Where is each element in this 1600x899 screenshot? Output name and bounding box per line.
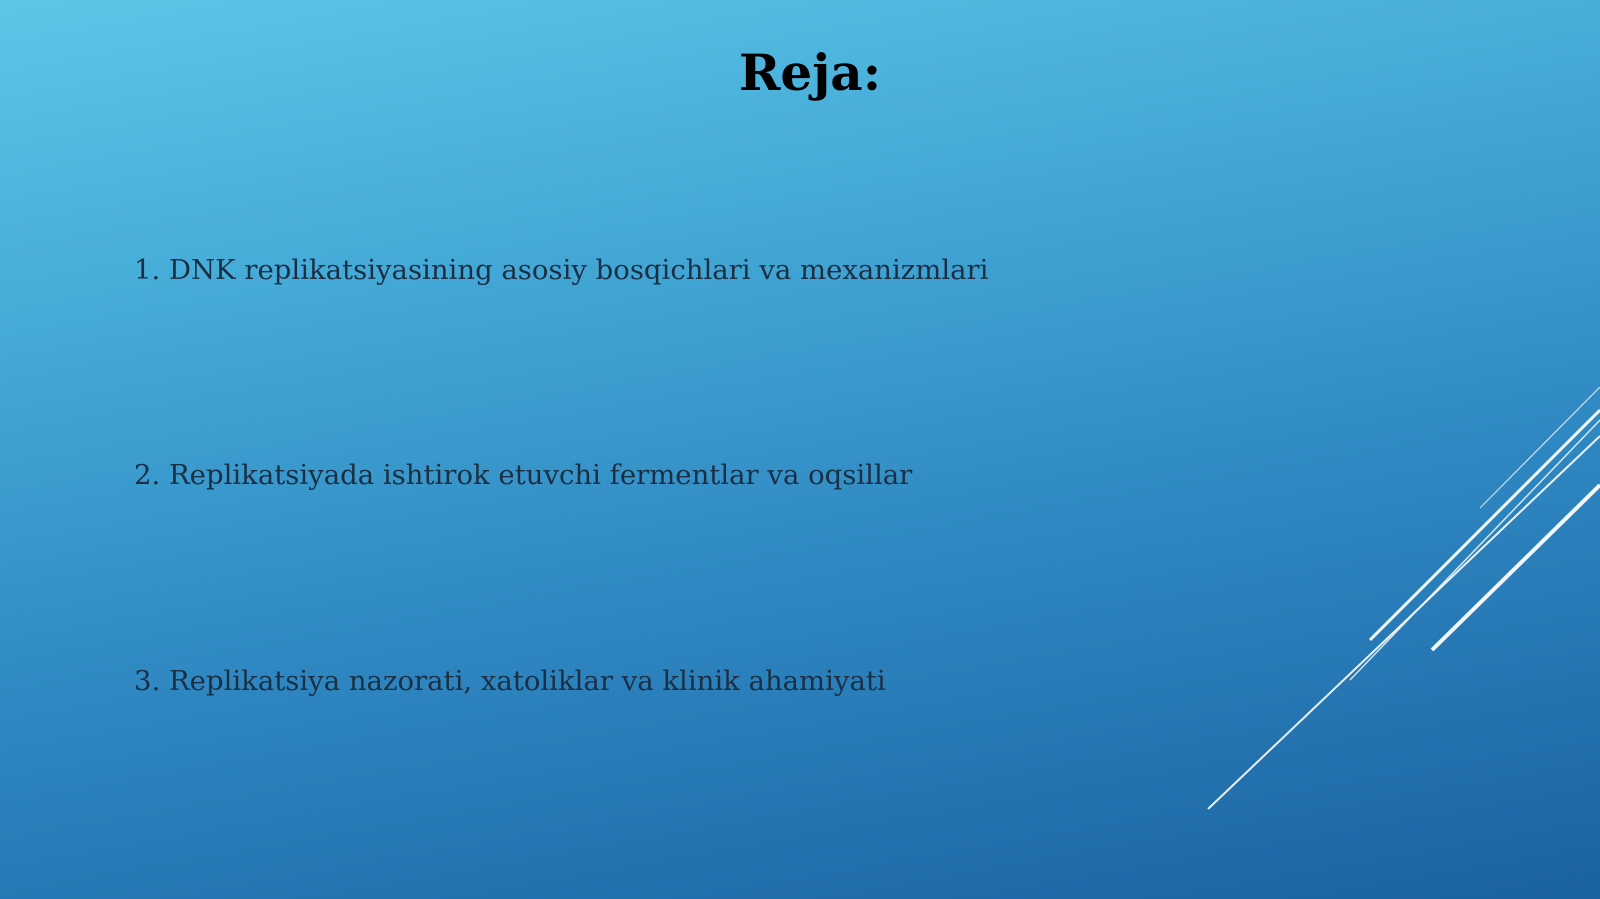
plan-item-1: 1. DNK replikatsiyasining asosiy bosqichlari va mexanizmlari	[134, 254, 989, 286]
decor-line-1	[1208, 436, 1600, 809]
plan-item-2: 2. Replikatsiyada ishtirok etuvchi fermentlar va oqsillar	[134, 459, 913, 491]
decor-line-5	[1480, 387, 1600, 508]
decor-line-4	[1432, 485, 1600, 650]
decor-line-3	[1350, 420, 1600, 680]
decor-line-2	[1370, 410, 1600, 640]
plan-item-3: 3. Replikatsiya nazorati, xatoliklar va klinik ahamiyati	[134, 665, 886, 697]
slide-title: Reja:	[738, 43, 882, 102]
